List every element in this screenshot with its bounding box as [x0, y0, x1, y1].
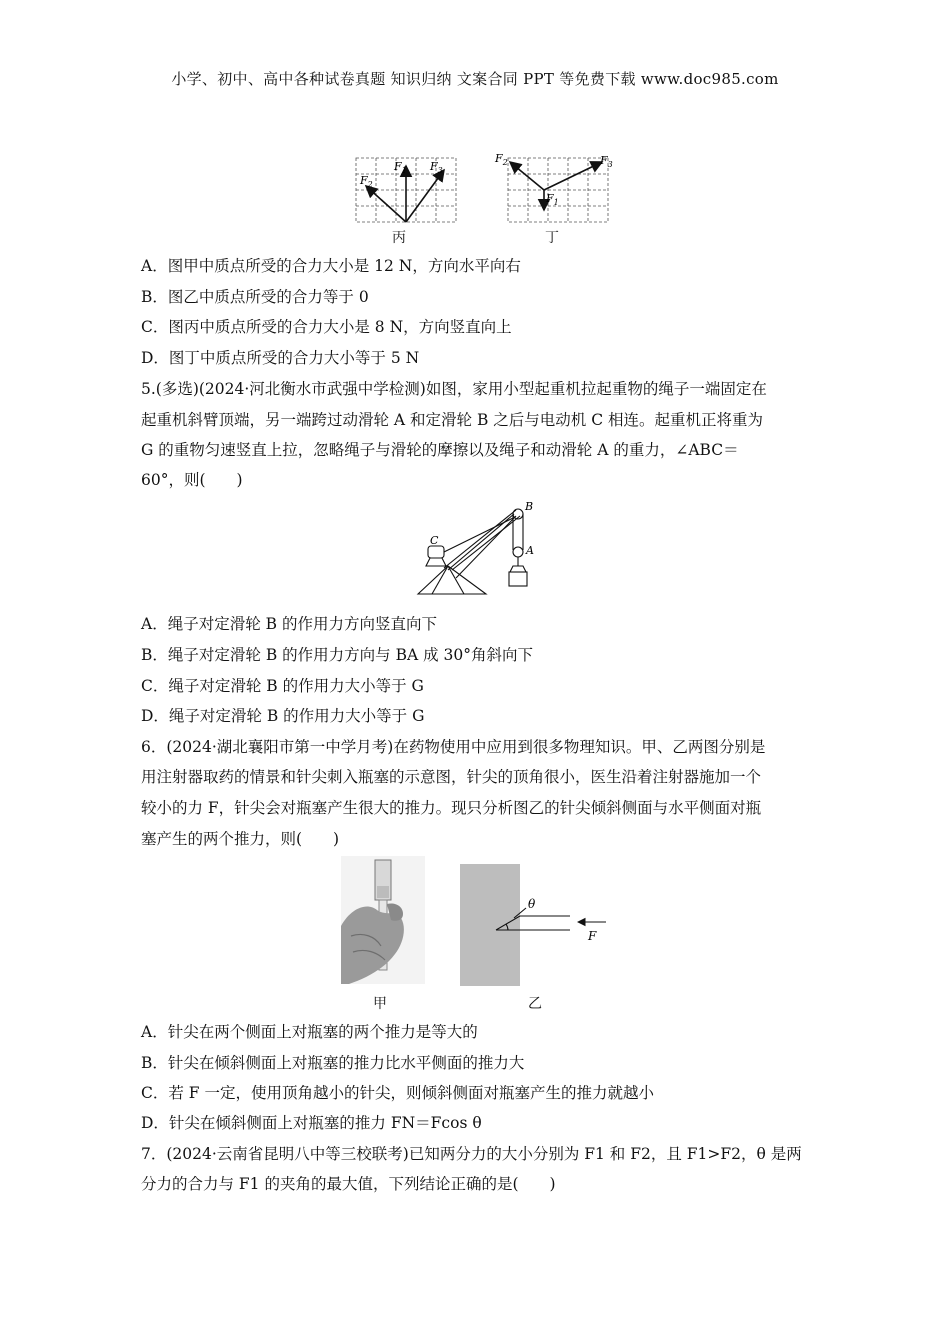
q4-option-a: A．图甲中质点所受的合力大小是 12 N，方向水平向右 — [141, 257, 521, 275]
q6-stem-line-1: 6．(2024·湖北襄阳市第一中学月考)在药物使用中应用到很多物理知识。甲、乙两图分别是 — [141, 738, 766, 756]
q4-option-d: D．图丁中质点所受的合力大小等于 5 N — [141, 349, 420, 367]
q6-option-a: A．针尖在两个侧面上对瓶塞的两个推力是等大的 — [141, 1023, 478, 1041]
caption-ding: 丁 — [545, 230, 559, 246]
force-diagrams-figure — [350, 150, 620, 250]
q5-option-c: C．绳子对定滑轮 B 的作用力大小等于 G — [141, 677, 424, 695]
caption-yi: 乙 — [528, 996, 542, 1012]
q6-stem-line-2: 用注射器取药的情景和针尖刺入瓶塞的示意图，针尖的顶角很小，医生沿着注射器施加一个 — [141, 768, 762, 786]
needle-diagram — [460, 864, 612, 986]
label-f1-bing: $F_1$ — [394, 160, 407, 175]
q4-option-c: C．图丙中质点所受的合力大小是 8 N，方向竖直向上 — [141, 318, 512, 336]
label-a: A — [526, 544, 534, 557]
label-f2-bing: $F_2$ — [360, 174, 373, 189]
crane-figure — [410, 498, 550, 600]
label-f3-ding: $F_3$ — [600, 154, 613, 169]
syringe-photo — [341, 856, 425, 984]
grid-ding — [508, 158, 608, 222]
label-f3-bing: $F_3$ — [430, 160, 443, 175]
label-f1-ding: $F_1$ — [546, 192, 559, 207]
page-header: 小学、初中、高中各种试卷真题 知识归纳 文案合同 PPT 等免费下载 www.doc985.com — [171, 70, 779, 88]
q4-option-b: B．图乙中质点所受的合力等于 0 — [141, 288, 369, 306]
q5-option-b: B．绳子对定滑轮 B 的作用力方向与 BA 成 30°角斜向下 — [141, 646, 533, 664]
label-f: F — [588, 929, 597, 943]
q6-option-c: C．若 F 一定，使用顶角越小的针尖，则倾斜侧面对瓶塞产生的推力就越小 — [141, 1084, 654, 1102]
q5-stem-line-1: 5.(多选)(2024·河北衡水市武强中学检测)如图，家用小型起重机拉起重物的绳子一端固定在 — [141, 380, 767, 398]
caption-jia: 甲 — [373, 996, 387, 1012]
q6-stem-line-3: 较小的力 F，针尖会对瓶塞产生很大的推力。现只分析图乙的针尖倾斜侧面与水平侧面对瓶 — [141, 799, 762, 817]
label-f2-ding: $F_2$ — [495, 152, 508, 167]
bottle-stopper — [460, 864, 520, 986]
label-b: B — [525, 500, 534, 513]
label-theta: θ — [528, 897, 536, 911]
q6-stem-line-4: 塞产生的两个推力，则( ) — [141, 830, 340, 848]
q5-option-a: A．绳子对定滑轮 B 的作用力方向竖直向下 — [141, 615, 437, 633]
q5-stem-line-3: G 的重物匀速竖直上拉，忽略绳子与滑轮的摩擦以及绳子和动滑轮 A 的重力，∠ABC＝ — [141, 441, 739, 459]
q5-option-d: D．绳子对定滑轮 B 的作用力大小等于 G — [141, 707, 425, 725]
q6-option-b: B．针尖在倾斜侧面上对瓶塞的推力比水平侧面的推力大 — [141, 1054, 525, 1072]
q7-stem-line-1: 7．(2024·云南省昆明八中等三校联考)已知两分力的大小分别为 F1 和 F2，且 F1>F2，θ 是两 — [141, 1145, 802, 1163]
q5-stem-line-2: 起重机斜臂顶端，另一端跨过动滑轮 A 和定滑轮 B 之后与电动机 C 相连。起重机正将重为 — [141, 411, 764, 429]
label-c: C — [430, 534, 439, 547]
q5-stem-line-4: 60°，则( ) — [141, 471, 243, 489]
q7-stem-line-2: 分力的合力与 F1 的夹角的最大值，下列结论正确的是( ) — [141, 1175, 556, 1193]
q6-option-d: D．针尖在倾斜侧面上对瓶塞的推力 FN＝Fcos θ — [141, 1114, 482, 1132]
caption-bing: 丙 — [392, 230, 406, 246]
